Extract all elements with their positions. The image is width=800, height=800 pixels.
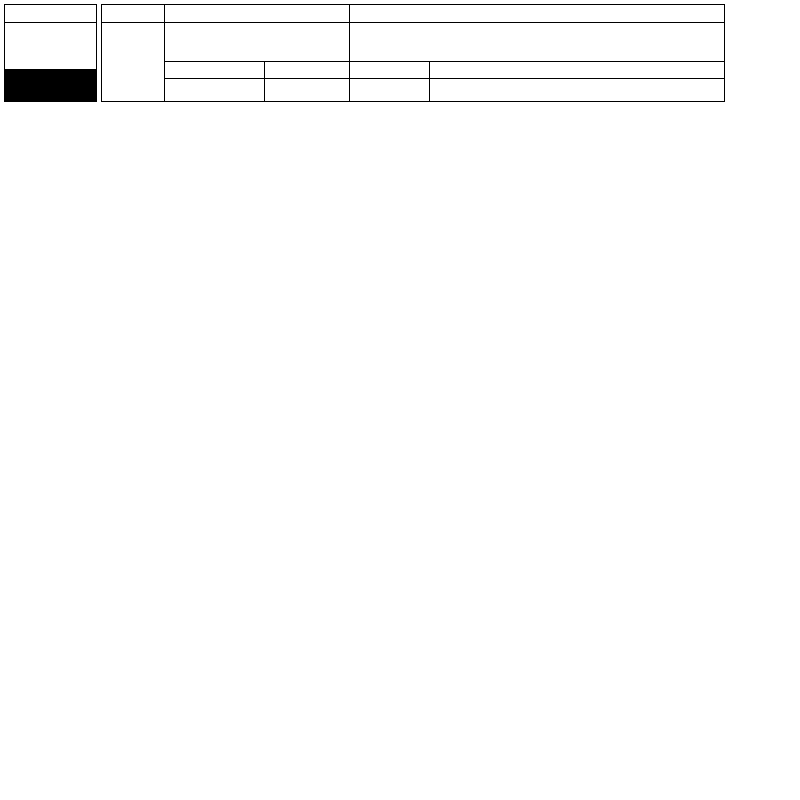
vehicle-info-box — [101, 4, 725, 102]
lot-box — [4, 4, 97, 102]
first-listing-badge — [5, 69, 96, 101]
